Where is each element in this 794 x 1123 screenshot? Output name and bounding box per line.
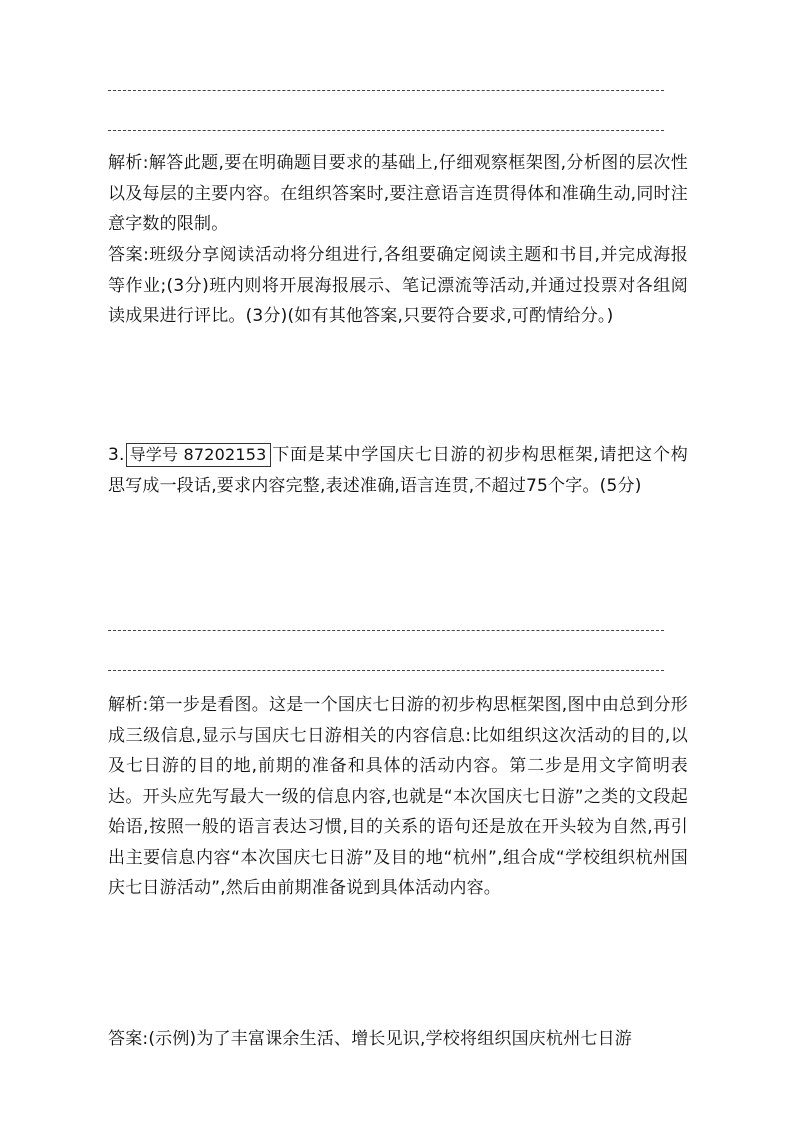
question-text: 下面是某中学国庆七日游的初步构思框架,请把这个构思写成一段话,要求内容完整,表述准确,语言连贯,不超过75个字。(5分) [108,445,688,496]
reference-number-box: 导学号 87202153 [126,443,271,467]
answer-paragraph-a: 答案:班级分享阅读活动将分组进行,各组要确定阅读主题和书目,并完成海报等作业;(3分)班内则将开展海报展示、笔记漂流等活动,并通过投票对各组阅读成果进行评比。(3分)(如有其他答案,只要符合要求,可酌情给分。) [108,245,688,326]
analysis-paragraph-a: 解析:解答此题,要在明确题目要求的基础上,仔细观察框架图,分析图的层次性以及每层的主要内容。在组织答案时,要注意语言连贯得体和准确生动,同时注意字数的限制。 [108,153,688,234]
answer-line-4 [108,670,664,671]
answer-line-1 [108,90,664,91]
analysis-paragraph-b: 解析:第一步是看图。这是一个国庆七日游的初步构思框架图,图中由总到分形成三级信息,显示与国庆七日游相关的内容信息:比如组织这次活动的目的,以及七日游的目的地,前期的准备和具体的活动内容。第二步是用文字简明表达。开头应先写最大一级的信息内容,也就是“本次国庆七日游”之类的文段起始语,按照一般的语言表达习惯,目的关系的语句还是放在开头较为自然,再引出主要信息内容“本次国庆七日游”及目的地“杭州”,组合成“学校组织杭州国庆七日游活动”,然后由前期准备说到具体活动内容。 [108,695,688,898]
answer-paragraph-b: 答案:(示例)为了丰富课余生活、增长见识,学校将组织国庆杭州七日游 [108,1029,632,1049]
answer-line-2 [108,130,664,131]
question-number: 3. [108,445,125,465]
answer-line-3 [108,630,664,631]
question-3 [108,440,688,501]
